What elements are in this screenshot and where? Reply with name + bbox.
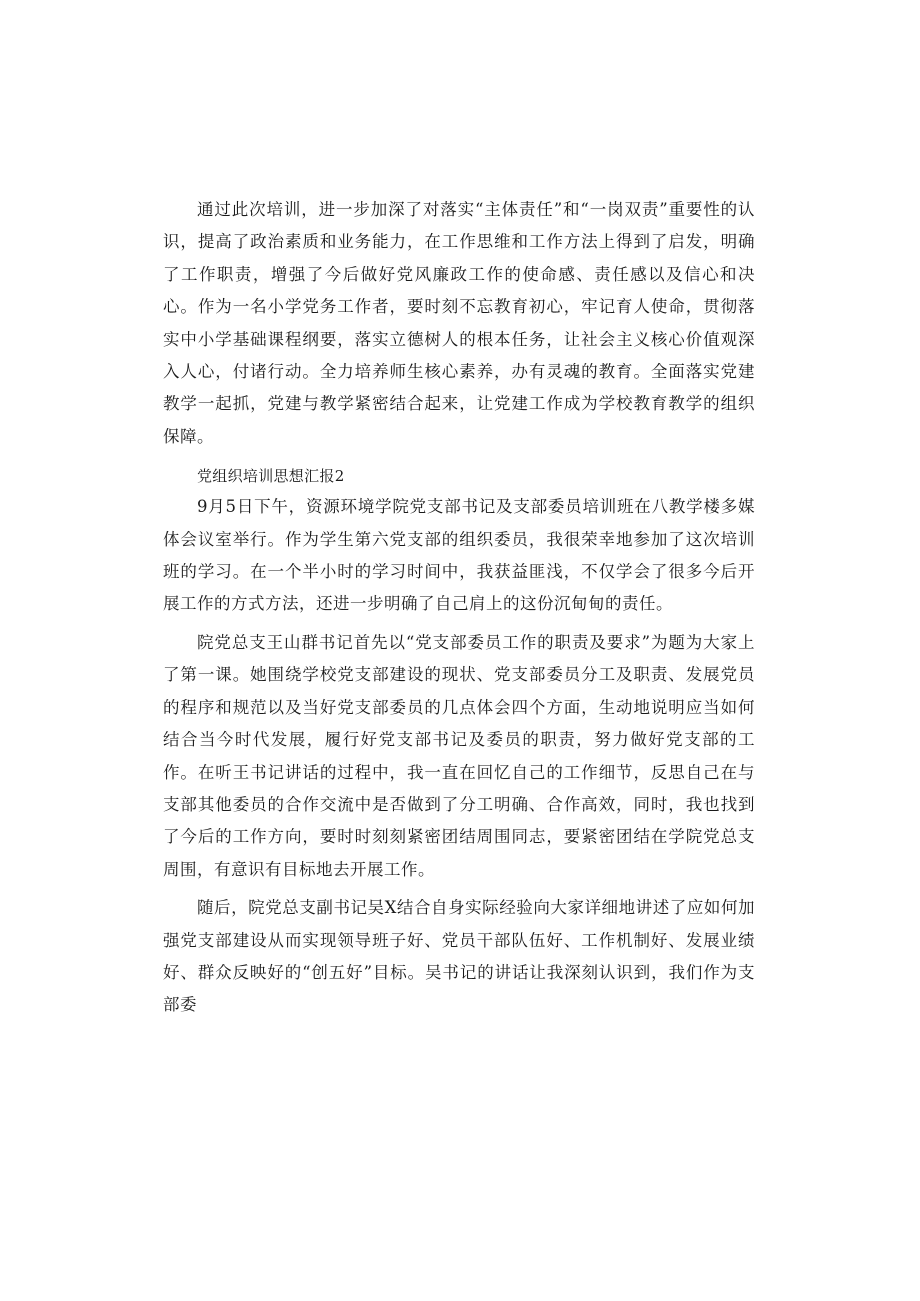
paragraph-first-lecture: 院党总支王山群书记首先以“党支部委员工作的职责及要求”为题为大家上了第一课。她围绕学校党支部建设的现状、党支部委员分工及职责、发展党员的程序和规范以及当好党支部委员的几点体会四个方面，生动地说明应当如何结合当今时代发展，履行好党支部书记及委员的职责，努力做好党支部的工作。在听王书记讲话的过程中，我一直在回忆自己的工作细节，反思自己在与支部其他委员的合作交流中是否做到了分工明确、合作高效，同时，我也找到了今后的工作方向，要时时刻刻紧密团结周围同志，要紧密团结在学院党总支周围，有意识有目标地去开展工作。	[163, 632, 755, 879]
paragraph-training-session: 9月5日下午，资源环境学院党支部书记及支部委员培训班在八教学楼多媒体会议室举行。作为学生第六党支部的组织委员，我很荣幸地参加了这次培训班的学习。在一个半小时的学习时间中，我获益匪浅，不仅学会了很多今后开展工作的方式方法，还进一步明确了自己肩上的这份沉甸甸的责任。	[163, 497, 755, 614]
paragraph-second-lecture: 随后，院党总支副书记吴X结合自身实际经验向大家详细地讲述了应如何加强党支部建设从而实现领导班子好、党员干部队伍好、工作机制好、发展业绩好、群众反映好的“创五好”目标。吴书记的讲话让我深刻认识到，我们作为支部委	[163, 898, 755, 1015]
paragraph-training-summary: 通过此次培训，进一步加深了对落实“主体责任”和“一岗双责”重要性的认识，提高了政治素质和业务能力，在工作思维和工作方法上得到了启发，明确了工作职责，增强了今后做好党风廉政工作的使命感、责任感以及信心和决心。作为一名小学党务工作者，要时刻不忘教育初心，牢记育人使命，贯彻落实中小学基础课程纲要，落实立德树人的根本任务，让社会主义核心价值观深入人心，付诸行动。全力培养师生核心素养，办有灵魂的教育。全面落实党建教学一起抓，党建与教学紧密结合起来，让党建工作成为学校教育教学的组织保障。	[163, 200, 755, 446]
document-body	[163, 194, 755, 1022]
section-title: 党组织培训思想汇报2	[197, 467, 345, 486]
